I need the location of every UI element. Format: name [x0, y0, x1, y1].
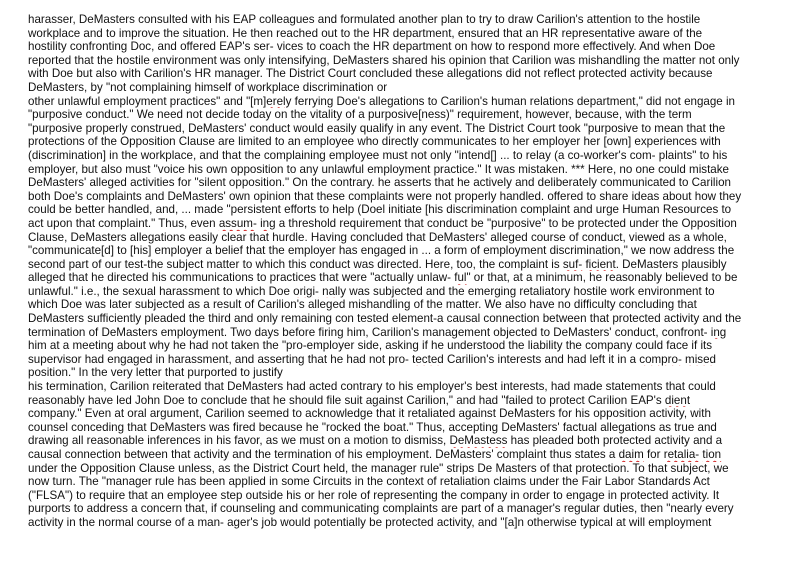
text-run: him at a meeting about why he had not taken the "pro-employer side, asking if he understood the liability the company could face if its — [28, 339, 713, 353]
text-line — [28, 462, 799, 476]
spellcheck-flagged-word: ing — [260, 216, 276, 230]
text-line — [28, 122, 799, 136]
text-line — [28, 108, 799, 122]
text-line — [28, 394, 799, 408]
spellcheck-flagged-word: compro- — [639, 352, 682, 366]
text-run: hostility confronting Doc, and offered EAP's ser- vices to coach the HR department on how to respond more effectively. And when Doe — [28, 40, 716, 54]
text-run: harasser, DeMasters consulted with his EAP colleagues and formulated another plan to try to draw Carilion's attention to the hostile — [28, 13, 701, 26]
text-line — [28, 516, 799, 530]
text-run: his termination, Carilion reiterated that DeMasters had acted contrary to his employer's best interests, had made statements that could — [28, 380, 716, 394]
text-run: DeMasters' alleged activities for "silent opposition." On the contrary. he asserts that he actively and deliberately communicated to Carilion — [28, 176, 731, 190]
text-run: "purposive properly construed, DeMasters' conduct would easily qualify in any event. The District Court took "purposive to mean that the — [28, 121, 726, 135]
text-run: act upon that complaint." Thus, even — [28, 216, 219, 230]
text-line — [28, 231, 799, 245]
text-line — [28, 489, 799, 503]
spellcheck-flagged-word: ing — [710, 325, 727, 339]
text-run: DeMasters sufficiently pleaded the third and only remaining con tested element-a causal connection between that protected activity and the — [28, 312, 742, 326]
spellcheck-flagged-word: origi- — [293, 284, 319, 298]
text-run: . DeMasters plausibly — [615, 257, 727, 271]
text-line — [28, 339, 799, 353]
text-run: "communicate[d] to [his] employer a belief that the employer has engaged in ... a form of employment discrimination," we now address the — [28, 244, 735, 258]
text-line — [28, 407, 799, 421]
text-line — [28, 380, 799, 394]
text-run: activity in the normal course of a man- ager's job would potentially be protected activity, and "[a]n otherwise typical at will employment — [28, 515, 712, 529]
text-run: company." Even at oral argument, Carilion seemed to acknowledge that it retaliated against DeMasters for his opposition activity, with — [28, 407, 711, 421]
text-run: other unlawful employment practices" and "[m] — [28, 94, 267, 108]
text-line — [28, 312, 799, 326]
spellcheck-flagged-word: suf- — [562, 257, 583, 271]
text-line — [28, 353, 799, 367]
text-line — [28, 326, 799, 340]
text-line — [28, 271, 799, 285]
text-run: unlawful." i.e., the sexual harassment to which Doe — [28, 284, 294, 298]
text-run: both Doe's complaints and DeMasters' own opinion that these complaints were not properly handled. offered to share ideas about how they — [28, 189, 742, 203]
text-line — [28, 203, 799, 217]
text-line — [28, 13, 799, 27]
text-line — [28, 434, 799, 448]
text-run: termination of DeMasters employment. Two days before firing him, Carilion's management objected to DeMasters' conduct, confront- — [28, 325, 711, 339]
text-run: for — [643, 448, 664, 461]
text-run: which Doe was later subjected as a result of Carilion's alleged mishandling of the matter. We also have no difficulty concluding that — [28, 298, 697, 312]
document-body — [0, 13, 805, 530]
text-line — [28, 366, 799, 380]
text-line — [28, 40, 799, 54]
text-line — [28, 81, 799, 95]
spellcheck-flagged-word: retalia- — [663, 448, 700, 461]
text-line — [28, 244, 799, 258]
text-line — [28, 176, 799, 190]
spellcheck-flagged-word: tected — [412, 352, 444, 366]
text-line — [28, 67, 799, 81]
text-line — [28, 163, 799, 177]
text-line — [28, 190, 799, 204]
text-run: purports to address a concern that, if counseling and communicating complaints are part of a manager's regular duties, then "nearly every — [28, 502, 734, 516]
text-run: now turn. The "manager rule has been applied in some Circuits in the context of retaliation claims under the Fair Labor Standards Act — [28, 475, 710, 489]
text-line — [28, 135, 799, 149]
text-line — [28, 217, 799, 231]
text-run: could be better handled, and, ... made "persistent efforts to help (Doel initiate [his discrimination complaint and urge Human Resources to — [28, 203, 732, 217]
text-line — [28, 258, 799, 272]
text-run: DeMasters, by "not complaining himself of workplace discrimination or — [28, 80, 388, 94]
text-run: position." In the very letter that purported to justify — [28, 366, 283, 380]
text-run: has pleaded both protected activity and a — [507, 434, 723, 448]
text-line — [28, 421, 799, 435]
text-line — [28, 285, 799, 299]
text-run: reported that the hostile environment was only intensifying, DeMasters shared his opinion that Carilion was mishandling the matter not only — [28, 53, 740, 67]
text-run: reasonably have led John Doe to conclude that he should file suit against Carilion," and had "failed to protect Carilion EAP's — [28, 393, 665, 407]
text-run: was subjected and the emerging retaliatory hostile work environment to — [346, 284, 715, 298]
text-line — [28, 475, 799, 489]
spellcheck-flagged-word: ful — [454, 271, 467, 285]
spellcheck-flagged-word: ficient — [585, 257, 616, 271]
text-line — [28, 298, 799, 312]
text-run: a threshold requirement that conduct be "purposive" to be protected under the Opposition — [275, 216, 737, 230]
text-run: protections of the Opposition Clause are limited to an employee who directly communicates to her employer her [own] experiences with — [28, 135, 721, 149]
spellcheck-flagged-word: assum- — [218, 216, 257, 230]
text-run: alleged that he directed his communications to practices that were "actually unlaw- — [28, 271, 455, 285]
text-run: causal connection between that activity and the termination of his employment. DeMasters' complaint thus states a — [28, 448, 619, 461]
text-run: drawing all reasonable inferences in his favor, as we must on a motion to dismiss, — [28, 434, 450, 448]
text-line — [28, 448, 799, 462]
text-run: Carilion's interests and had left it in a — [443, 352, 640, 366]
text-line — [28, 502, 799, 516]
spellcheck-flagged-word: mised — [685, 352, 716, 366]
text-run: ("FLSA") to require that an employee step outside his or her role of representing the company in order to engage in protected activity. It — [28, 488, 720, 502]
text-line — [28, 54, 799, 68]
text-run: employer, but also must "voice his own opposition to any unlawful employment practice." It was mistaken. *** Here, no one could mistake — [28, 162, 729, 176]
text-run: with Doe but also with Carilion's HR manager. The District Court concluded these allegations did not reflect protected activity because — [28, 67, 713, 81]
text-run: workplace and to improve the situation. He then reached out to the HR department, ensured that an HR representative aware of the — [28, 26, 703, 40]
text-run: under the Opposition Clause unless, as the District Court held, the manager rule" strips De Masters of that protection. To that subject, we — [28, 461, 729, 475]
text-run: counsel conceding that DeMasters was fired because he "rocked the boat." Thus, accepting DeMasters' factual allegations as true and — [28, 420, 717, 434]
text-run: (discrimination] in the workplace, and that the complaining employee must not only "intend[] ... to relay (a co-worker's com- plaints" to his — [28, 148, 728, 162]
text-line — [28, 27, 799, 41]
text-line — [28, 95, 799, 109]
text-run: "purposive conduct." We need not decide today on the vitality of a purposive[ness)" requirement, however, because, with the term — [28, 108, 692, 122]
text-run: Clause, DeMasters allegations easily clear that hurdle. Having concluded that DeMasters' alleged course of conduct, viewed as a whole, — [28, 230, 727, 244]
spellcheck-flagged-word: dient — [664, 393, 691, 407]
text-line — [28, 149, 799, 163]
text-run: " or that, at a minimum, he reasonably believed to be — [466, 271, 738, 285]
spellcheck-flagged-word: erely — [266, 94, 292, 108]
text-run: supervisor had engaged in harassment, and asserting that he had not pro- — [28, 352, 413, 366]
spellcheck-flagged-word: daim — [618, 448, 644, 461]
spellcheck-flagged-word: DeMastess — [449, 434, 508, 448]
spellcheck-flagged-word: nally — [322, 284, 346, 298]
text-run: second part of our test-the subject matter to which this conduct was directed. Here, too, the complaint is — [28, 257, 563, 271]
text-run: ferrying Doe's allegations to Carilion's human relations department," did not engage in — [291, 94, 736, 108]
spellcheck-flagged-word: tion — [702, 448, 722, 461]
